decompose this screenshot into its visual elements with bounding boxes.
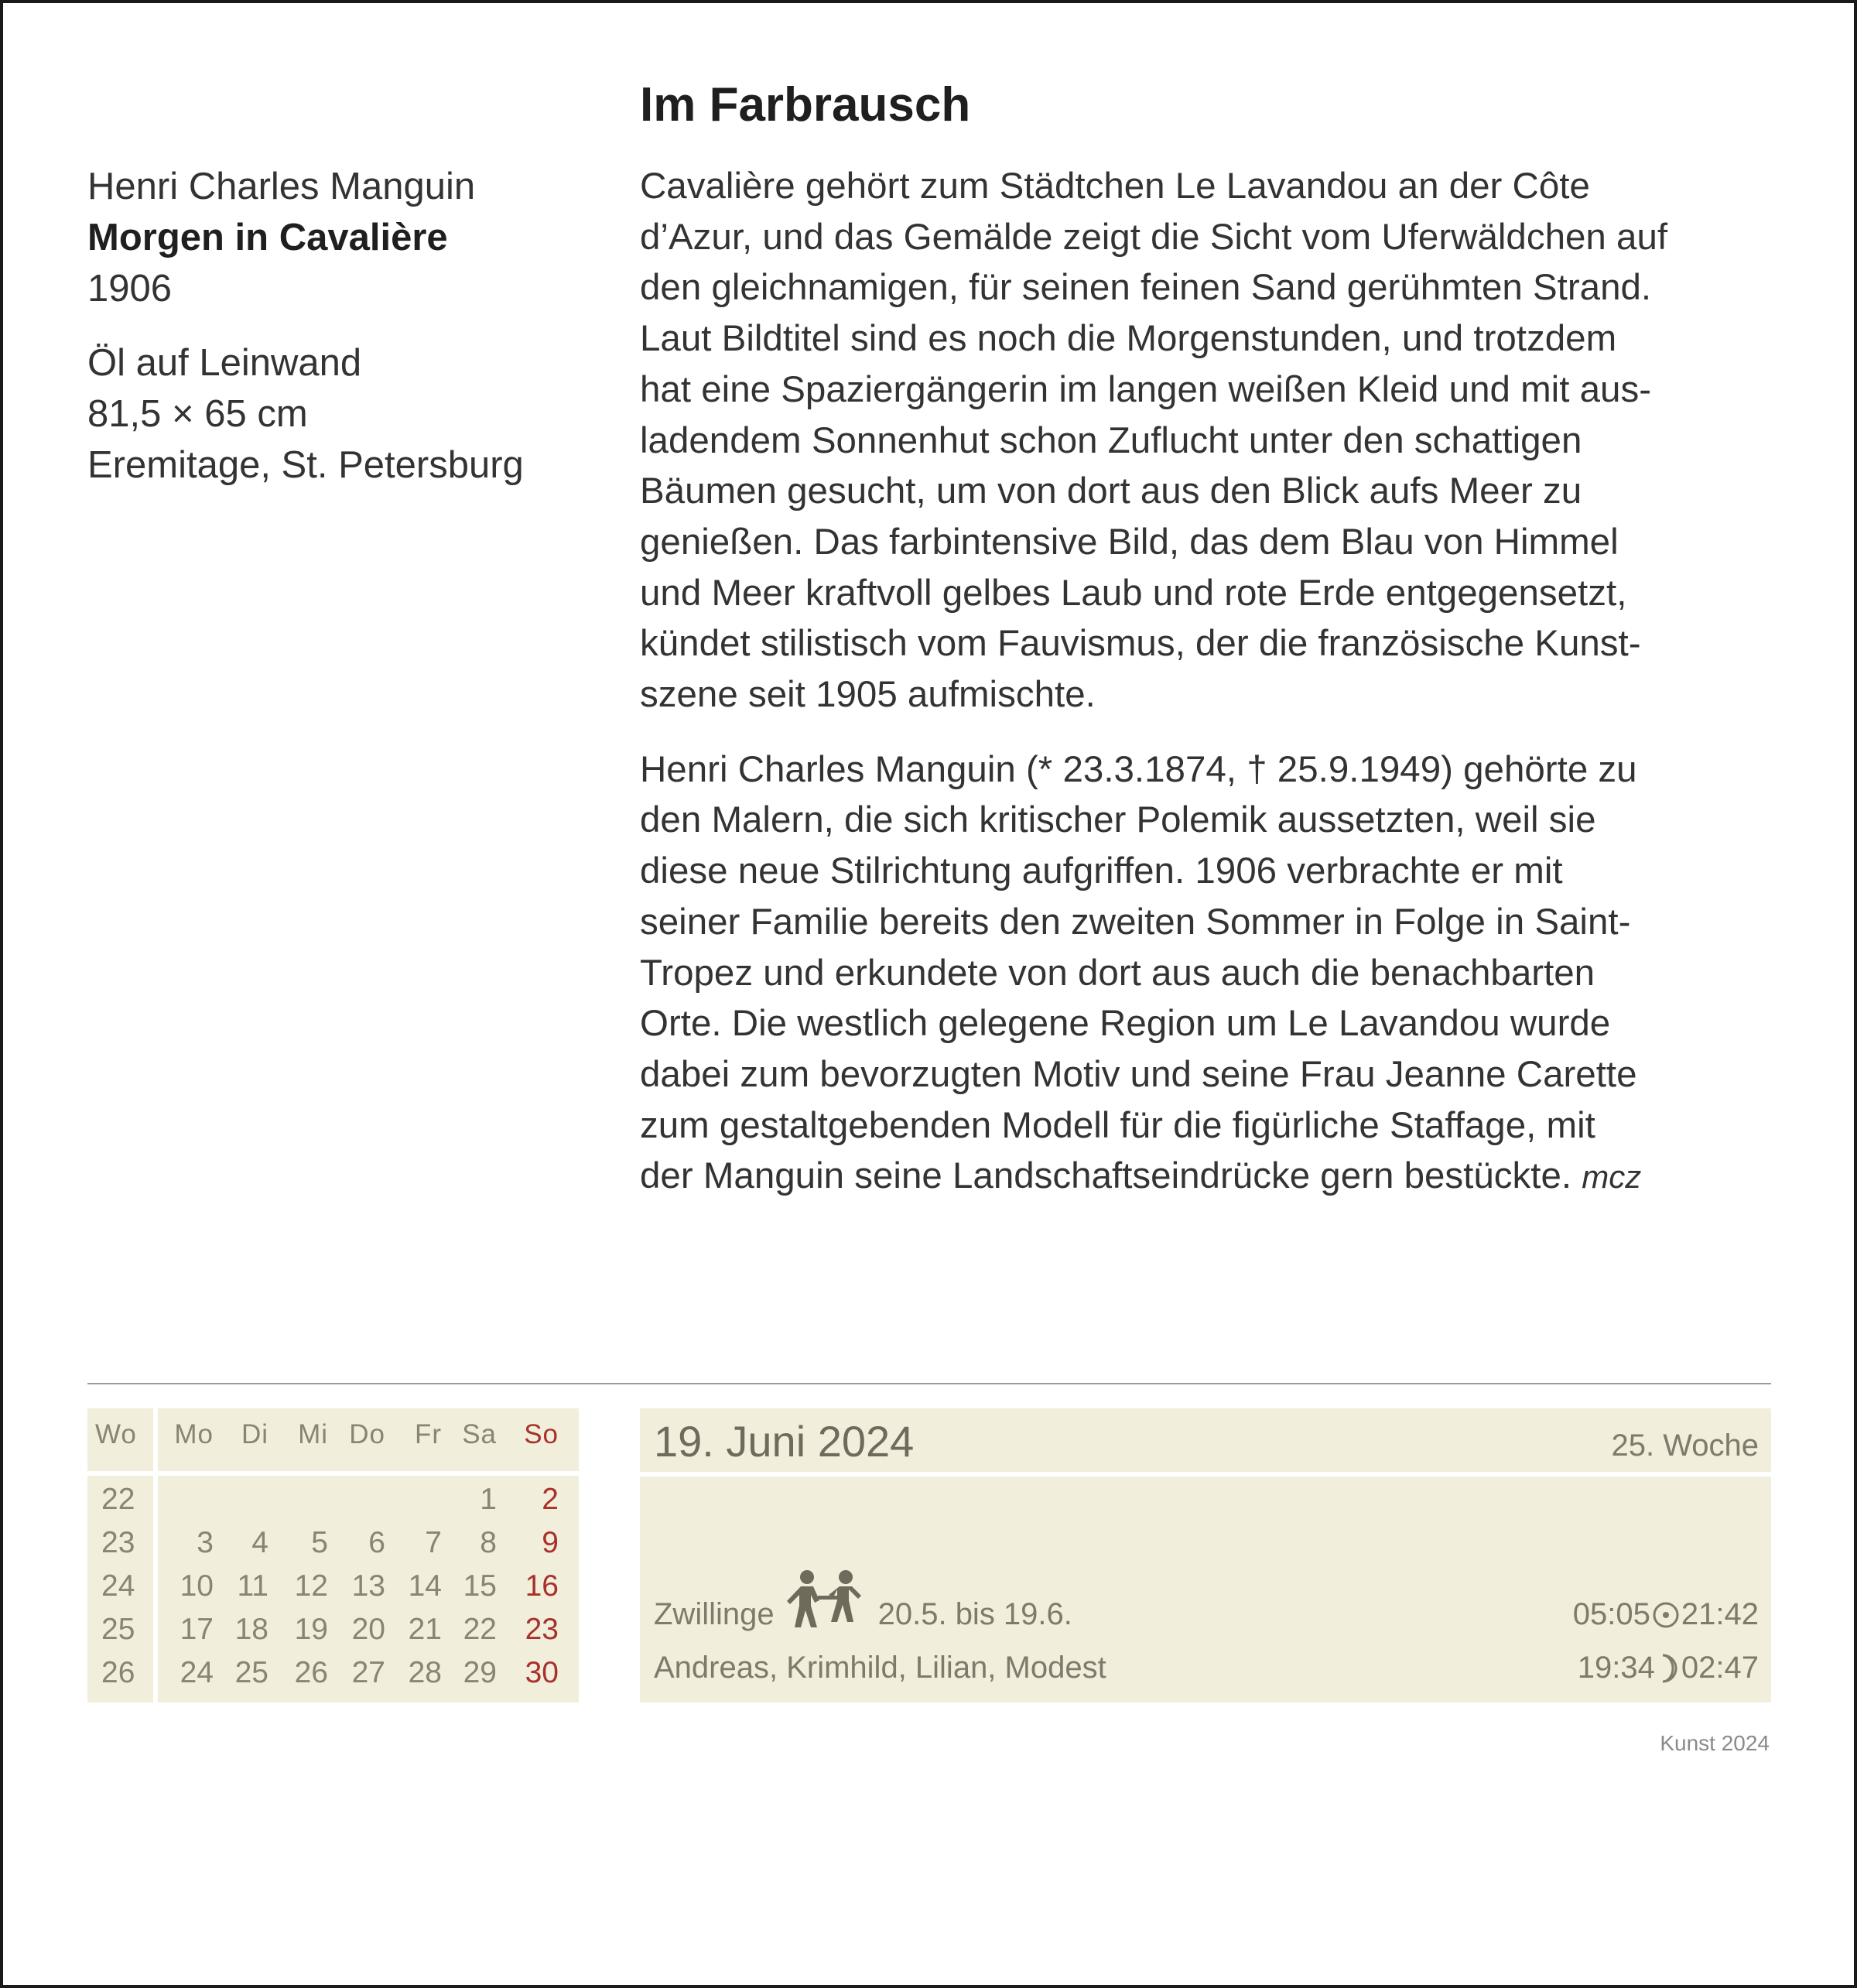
calendar-header-di: Di [241, 1419, 268, 1449]
text-line: Tropez und erkundete von dort aus auch die benachbarten [640, 952, 1595, 994]
text-line: dabei zum bevorzugten Motiv und seine Frau Jeanne Carette [640, 1053, 1637, 1095]
day-panel [640, 1408, 1771, 1702]
sunset-time: 21:42 [1681, 1597, 1759, 1631]
calendar-day: 30 [525, 1656, 559, 1689]
calendar-day: 23 [525, 1613, 559, 1646]
calendar-day: 27 [351, 1656, 385, 1689]
text-line: d’Azur, und das Gemälde zeigt die Sicht vom Uferwäldchen auf [640, 216, 1668, 258]
moon-times [1578, 1651, 1759, 1685]
author-initials: mcz [1582, 1158, 1642, 1196]
calendar-day: 9 [542, 1526, 559, 1559]
calendar-day: 29 [463, 1656, 497, 1689]
moonrise-time: 19:34 [1577, 1651, 1655, 1685]
calendar-day: 18 [234, 1613, 268, 1646]
calendar-header-so: So [524, 1419, 559, 1449]
artwork-dimensions: 81,5 × 65 cm [87, 393, 308, 435]
text-line: diese neue Stilrichtung aufgriffen. 1906 verbrachte er mit [640, 850, 1563, 892]
article-heading: Im Farbrausch [640, 78, 971, 132]
calendar-day: 20 [351, 1613, 385, 1646]
calendar-header-wo: Wo [95, 1419, 137, 1449]
calendar-week-number: 23 [101, 1526, 135, 1559]
sun-times [1573, 1597, 1759, 1632]
text-line: den Malern, die sich kritischer Polemik aussetzten, weil sie [640, 799, 1596, 841]
text-line: Henri Charles Manguin (* 23.3.1874, † 25.9.1949) gehörte zu [640, 748, 1637, 790]
zodiac-line [654, 1597, 1072, 1632]
calendar-header-mi: Mi [298, 1419, 328, 1449]
text-line: szene seit 1905 aufmischte. [640, 674, 1096, 716]
calendar-header-fr: Fr [414, 1419, 442, 1449]
day-date: 19. Juni 2024 [654, 1417, 915, 1466]
text-line: und Meer kraftvoll gelbes Laub und rote Erde entgegensetzt, [640, 572, 1627, 614]
calendar-day: 22 [463, 1613, 497, 1646]
text-line: Cavalière gehört zum Städtchen Le Lavandou an der Côte [640, 166, 1590, 207]
text-line: hat eine Spaziergängerin im langen weißen Kleid und mit aus- [640, 368, 1652, 410]
sun-icon [1652, 1601, 1680, 1629]
article-body [640, 161, 1785, 1203]
month-calendar [87, 1408, 579, 1702]
calendar-header-do: Do [349, 1419, 385, 1449]
sunrise-time: 05:05 [1572, 1597, 1650, 1631]
calendar-day: 1 [480, 1483, 497, 1516]
name-days: Andreas, Krimhild, Lilian, Modest [654, 1651, 1106, 1685]
calendar-series-label: Kunst 2024 [1660, 1731, 1770, 1755]
calendar-day: 5 [311, 1526, 328, 1559]
moonset-time: 02:47 [1681, 1651, 1759, 1685]
calendar-week-number: 25 [101, 1613, 135, 1646]
zodiac-name: Zwillinge [654, 1597, 775, 1631]
calendar-header-mo: Mo [174, 1419, 214, 1449]
text-line: zum gestaltgebenden Modell für die figürliche Staffage, mit [640, 1104, 1595, 1146]
calendar-day: 10 [180, 1569, 214, 1603]
calendar-header-sa: Sa [462, 1419, 497, 1449]
calendar-day: 3 [197, 1526, 214, 1559]
artwork-location: Eremitage, St. Petersburg [87, 444, 524, 486]
calendar-day: 7 [425, 1526, 442, 1559]
article-paragraph-2 [640, 744, 1785, 1203]
article-paragraph-1 [640, 161, 1785, 720]
calendar-day: 8 [480, 1526, 497, 1559]
text-line: der Manguin seine Landschaftseindrücke gern bestückte. mcz [640, 1155, 1642, 1197]
calendar-day: 6 [368, 1526, 385, 1559]
text-line: Bäumen gesucht, um von dort aus den Blick aufs Meer zu [640, 470, 1582, 512]
text-line: kündet stilistisch vom Fauvismus, der die französische Kunst- [640, 623, 1641, 665]
calendar-week-number: 22 [101, 1483, 135, 1516]
text-line: den gleichnamigen, für seinen feinen Sand gerühmten Strand. [640, 267, 1652, 309]
zodiac-range: 20.5. bis 19.6. [877, 1597, 1072, 1631]
calendar-day: 4 [251, 1526, 268, 1559]
calendar-week-number: 24 [101, 1569, 135, 1603]
calendar-day: 12 [294, 1569, 328, 1603]
calendar-day: 16 [525, 1569, 559, 1603]
artwork-medium: Öl auf Leinwand [87, 342, 362, 384]
calendar-day: 21 [408, 1613, 442, 1646]
calendar-day: 25 [234, 1656, 268, 1689]
calendar-day: 28 [408, 1656, 442, 1689]
calendar-day: 19 [294, 1613, 328, 1646]
calendar-day: 17 [180, 1613, 214, 1646]
divider-line [87, 1383, 1771, 1384]
text-line: ladendem Sonnenhut schon Zuflucht unter den schattigen [640, 419, 1582, 461]
calendar-day: 14 [408, 1569, 442, 1603]
calendar-day: 2 [542, 1483, 559, 1516]
artist-name: Henri Charles Manguin [87, 166, 476, 207]
calendar-day: 24 [180, 1656, 214, 1689]
week-number: 25. Woche [1611, 1429, 1759, 1463]
text-line: genießen. Das farbintensive Bild, das dem Blau von Himmel [640, 521, 1619, 563]
calendar-day: 13 [351, 1569, 385, 1603]
calendar-week-number: 26 [101, 1656, 135, 1689]
calendar-day: 11 [237, 1569, 268, 1603]
calendar-day: 15 [463, 1569, 497, 1603]
artwork-year: 1906 [87, 268, 173, 310]
gemini-icon [785, 1569, 867, 1630]
calendar-day: 26 [294, 1656, 328, 1689]
artwork-info [87, 161, 583, 491]
artwork-title: Morgen in Cavalière [87, 217, 448, 258]
text-line: Laut Bildtitel sind es noch die Morgenstunden, und trotzdem [640, 318, 1617, 360]
text-line: seiner Familie bereits den zweiten Sommer in Folge in Saint- [640, 901, 1631, 943]
text-line: Orte. Die westlich gelegene Region um Le Lavandou wurde [640, 1003, 1611, 1045]
moon-icon [1657, 1653, 1680, 1684]
